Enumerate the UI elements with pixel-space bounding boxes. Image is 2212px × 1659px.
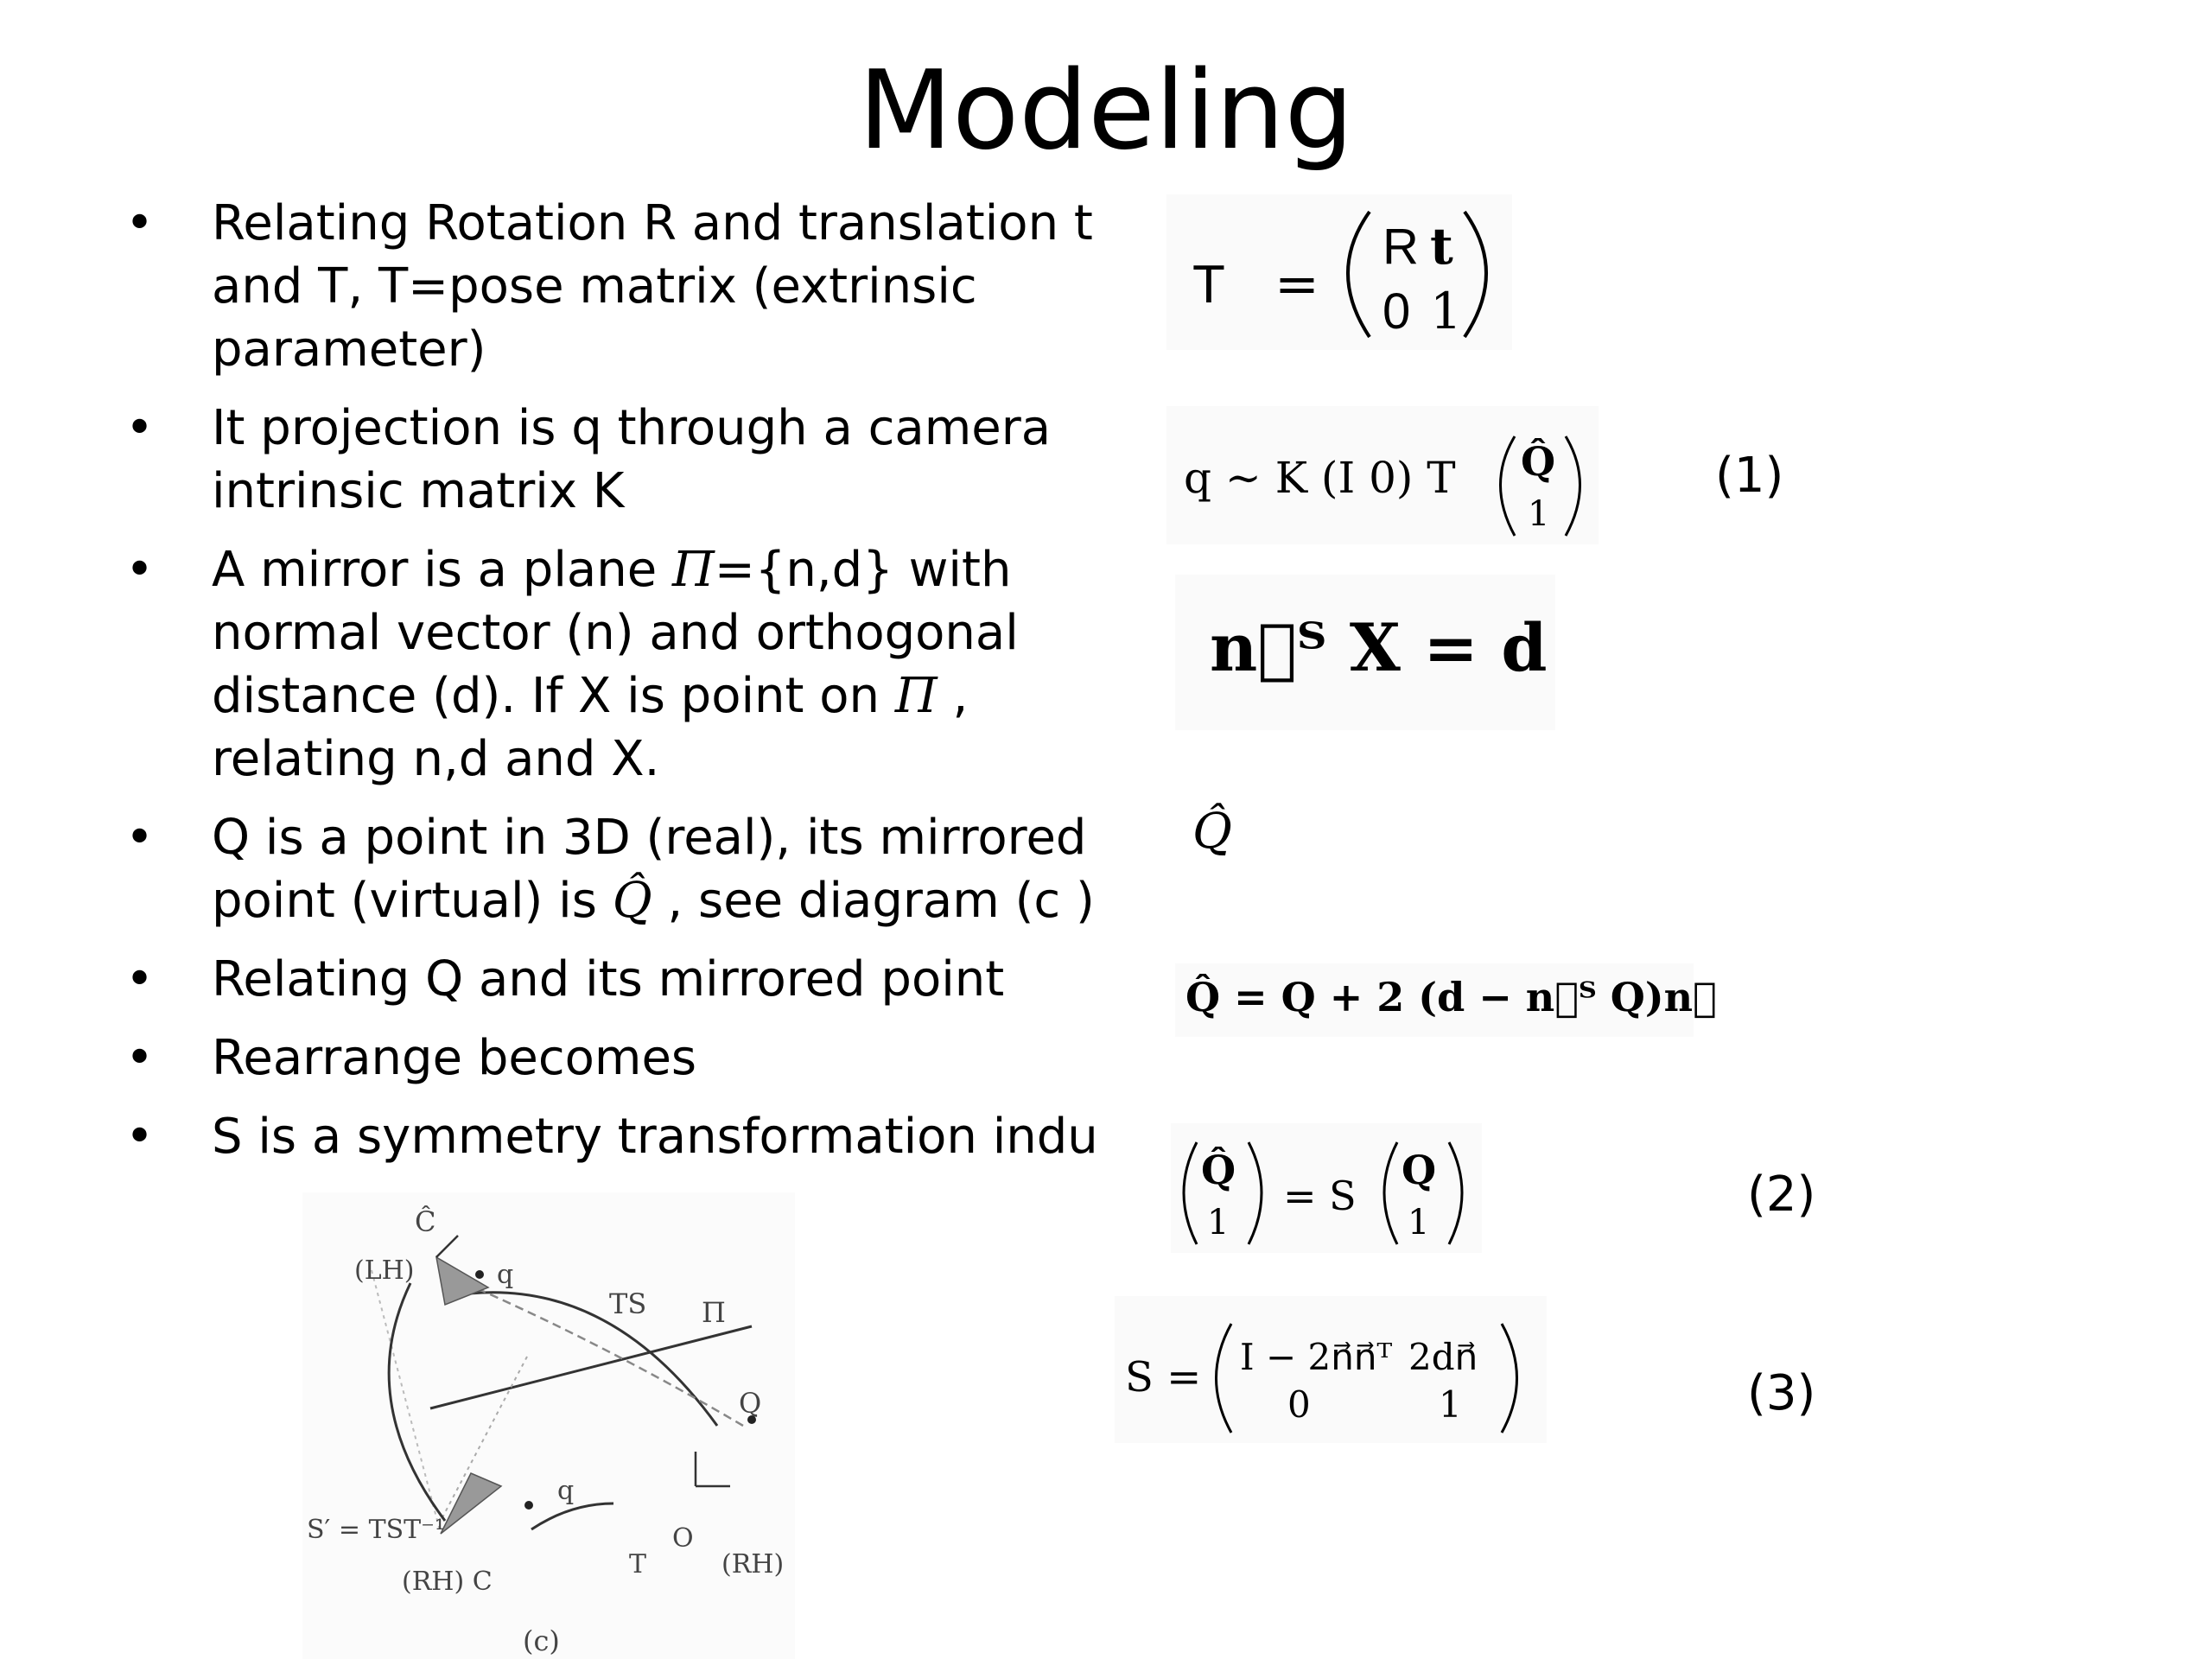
bullet-list: [125, 192, 1119, 1184]
projection-one: 1: [1528, 494, 1550, 534]
sdef-c: 0: [1287, 1383, 1311, 1426]
equation-mirror: [1175, 963, 1717, 1037]
equation-qhat: Q̂: [1192, 804, 1232, 860]
sdef-lhs: S =: [1125, 1353, 1202, 1402]
pi-symbol: Π: [894, 668, 938, 724]
symmetry-one-right: 1: [1408, 1203, 1430, 1243]
equation-pose: [1166, 194, 1512, 350]
projection-text: q ∼ K (I 0) T: [1184, 453, 1456, 503]
mirror-text: Q̂ = Q + 2 (d − n⃗ᵀ Q)n⃗: [1185, 974, 1717, 1020]
bullet-symmetry: • S is a symmetry transformation indu: [125, 1105, 1119, 1168]
projection-qhat: Q̂: [1521, 438, 1556, 485]
label-lh: (LH): [354, 1255, 415, 1286]
mirror-diagram: [302, 1192, 795, 1659]
qhat-symbol: Q̂: [612, 873, 652, 929]
label-q-top: q: [497, 1260, 514, 1290]
pose-lhs: T: [1192, 255, 1225, 315]
equation-number-3: (3): [1747, 1365, 1816, 1421]
label-o: O: [672, 1523, 694, 1554]
label-t: T: [629, 1549, 647, 1580]
sprime-curve: [389, 1283, 445, 1521]
equation-projection: [1166, 406, 1599, 544]
plane-text: n⃗ᵀ X = d: [1210, 609, 1548, 686]
pose-equals: =: [1274, 252, 1319, 315]
pose-r: R: [1382, 219, 1419, 275]
sdef-d: 1: [1439, 1383, 1462, 1426]
bullet-rearrange: • Rearrange becomes: [125, 1027, 1119, 1090]
camera-top: [436, 1257, 488, 1305]
pi-symbol: Π: [671, 542, 715, 598]
bullet-mirror-plane: • A mirror is a plane Π={n,d} with normal vector (n) and orthogonal distance (d). If X is point on Π , relating n,d and X.: [125, 538, 1119, 791]
plane-line: [430, 1326, 752, 1408]
pose-matrix-svg: [1166, 194, 1512, 350]
symmetry-mid: = S: [1283, 1173, 1357, 1219]
symmetry-one-left: 1: [1207, 1203, 1230, 1243]
label-sprime: S′ = TST⁻¹: [307, 1515, 446, 1545]
equation-sdef: [1115, 1296, 1547, 1443]
figure-caption: (c): [523, 1624, 560, 1657]
label-chat: Ĉ: [415, 1205, 436, 1238]
label-rh-c: (RH) C: [402, 1567, 493, 1597]
symmetry-q: Q: [1402, 1147, 1437, 1193]
label-rh-o: (RH): [721, 1549, 785, 1580]
bullet-mirrored-point: • Q is a point in 3D (real), its mirrored point (virtual) is Q̂ , see diagram (c ): [125, 806, 1119, 932]
equation-plane: [1175, 575, 1555, 730]
pose-one: 1: [1430, 282, 1462, 340]
sdef-b: 2dn⃗: [1408, 1336, 1478, 1378]
t-curve: [531, 1503, 613, 1529]
label-Q: Q: [739, 1387, 762, 1420]
bullet-rotation: • Relating Rotation R and translation t and T, T=pose matrix (extrinsic parameter): [125, 192, 1119, 381]
label-ts: TS: [609, 1287, 647, 1320]
equation-symmetry: [1171, 1123, 1482, 1253]
point-q-bottom: [524, 1501, 533, 1510]
symmetry-qhat: Q̂: [1201, 1147, 1236, 1193]
pose-t: t: [1430, 217, 1453, 276]
slide-title: Modeling: [858, 47, 1354, 174]
point-q-top: [475, 1270, 484, 1279]
bullet-relating-q: • Relating Q and its mirrored point: [125, 948, 1119, 1011]
label-pi: Π: [702, 1296, 726, 1329]
equation-number-2: (2): [1747, 1166, 1816, 1223]
label-q-bottom: q: [557, 1476, 575, 1506]
bullet-projection: • It projection is q through a camera intrinsic matrix K: [125, 397, 1119, 523]
ts-curve: [449, 1293, 717, 1426]
pose-zero: 0: [1382, 283, 1411, 340]
equation-number-1: (1): [1715, 448, 1784, 504]
sdef-a: I − 2n⃗n⃗ᵀ: [1240, 1336, 1393, 1378]
